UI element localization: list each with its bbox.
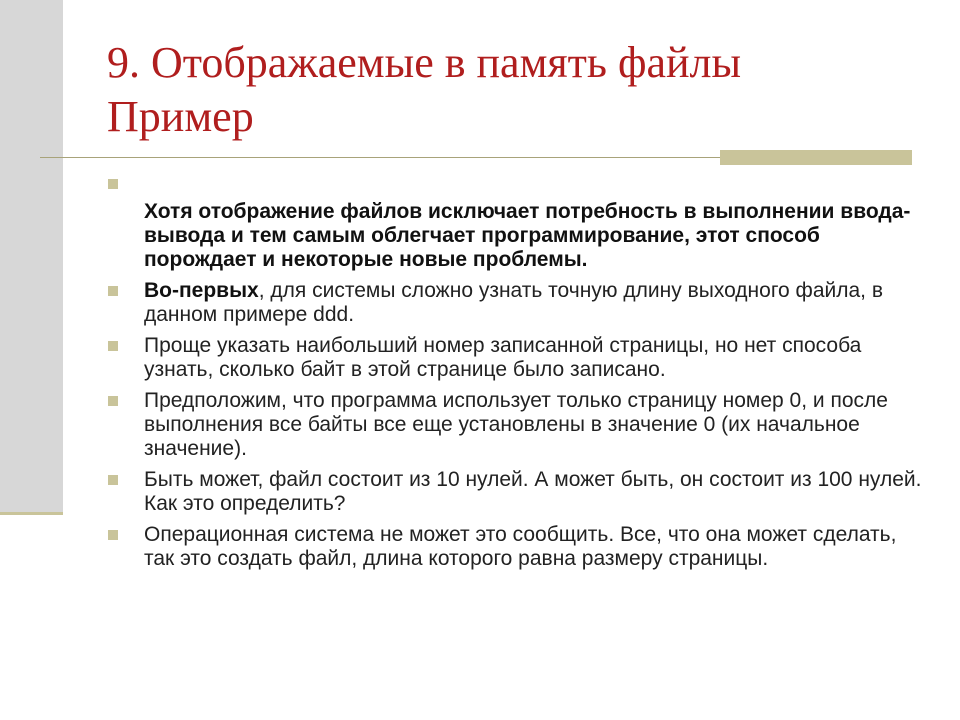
bullet-text-2: , для системы сложно узнать точную длину выходного файла, в данном примере ddd. bbox=[144, 279, 883, 326]
bullet-square-icon bbox=[108, 286, 118, 296]
left-sidebar-accent bbox=[0, 512, 63, 515]
bullet-text-5: Быть может, файл состоит из 10 нулей. А может быть, он состоит из 100 нулей. Как это определить? bbox=[144, 468, 922, 515]
bullet-square-icon bbox=[108, 179, 118, 189]
bullet-square-icon bbox=[108, 475, 118, 485]
bullet-text-3: Проще указать наибольший номер записанной страницы, но нет способа узнать, сколько байт в этой странице было записано. bbox=[144, 334, 862, 381]
bullet-item-4 bbox=[107, 389, 927, 461]
bullet-item-5 bbox=[107, 468, 927, 516]
bullet-square-icon bbox=[108, 530, 118, 540]
bullet-lead-2: Во-первых bbox=[144, 279, 259, 302]
bullet-text-4: Предположим, что программа использует только страницу номер 0, и после выполнения все байты все еще установлены в значение 0 (их начальное значение). bbox=[144, 389, 888, 460]
left-sidebar-band bbox=[0, 0, 63, 512]
bullet-square-icon bbox=[108, 396, 118, 406]
bullet-item-3 bbox=[107, 334, 927, 382]
title-divider-accent bbox=[720, 150, 912, 165]
bullet-item-1 bbox=[107, 176, 927, 272]
bullet-square-icon bbox=[108, 341, 118, 351]
bullet-text-6: Операционная система не может это сообщить. Все, что она может сделать, так это создать файл, длина которого равна размеру страницы. bbox=[144, 523, 897, 570]
bullet-item-2 bbox=[107, 279, 927, 327]
bullet-list bbox=[107, 176, 927, 578]
slide-title bbox=[107, 36, 741, 144]
bullet-text-1: Хотя отображение файлов исключает потребность в выполнении ввода-вывода и тем самым облегчает программирование, этот способ порождает и некоторые новые проблемы. bbox=[144, 200, 911, 271]
bullet-item-6 bbox=[107, 523, 927, 571]
slide-title-line-1: 9. Отображаемые в память файлы bbox=[107, 38, 742, 87]
slide-title-line-2: Пример bbox=[107, 92, 254, 141]
